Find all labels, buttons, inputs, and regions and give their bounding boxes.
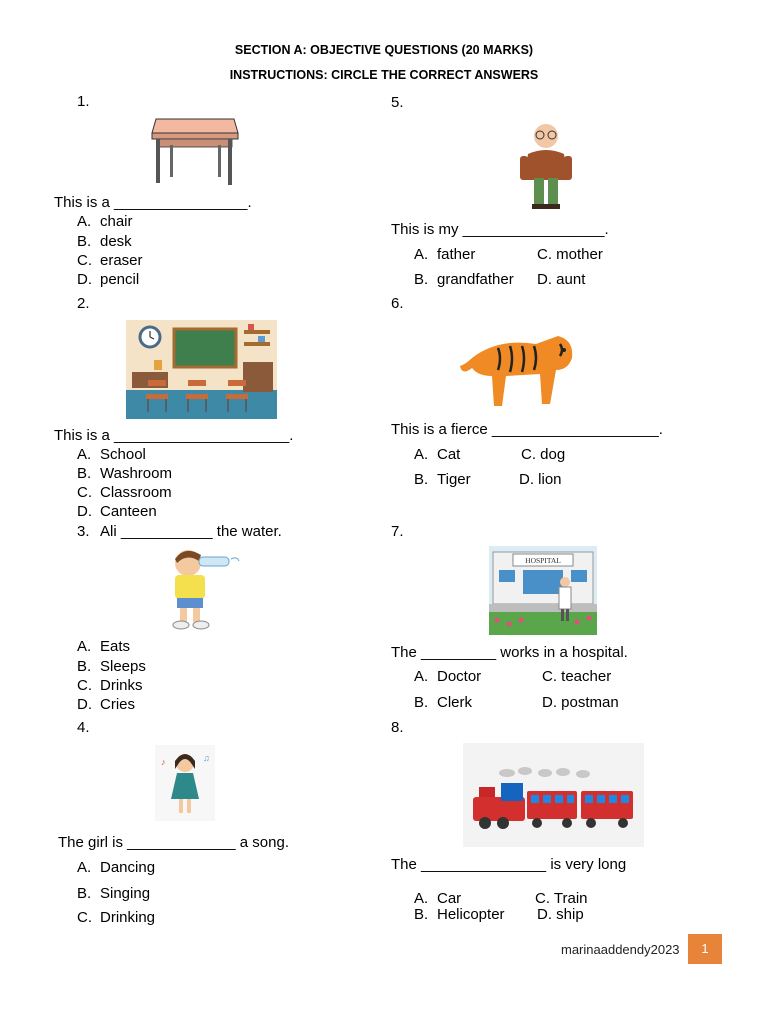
q3-option-b[interactable]: B. Sleeps bbox=[77, 658, 146, 675]
question-2-stem: This is a _____________________. bbox=[54, 427, 294, 444]
question-4-stem: The girl is _____________ a song. bbox=[58, 834, 290, 851]
svg-text:♪: ♪ bbox=[161, 757, 166, 767]
question-6-number: 6. bbox=[391, 295, 404, 312]
instructions: INSTRUCTIONS: CIRCLE THE CORRECT ANSWERS bbox=[229, 68, 539, 82]
q2-option-d[interactable]: D. Canteen bbox=[77, 503, 157, 520]
footer-author: marinaaddendy2023 bbox=[561, 942, 680, 957]
q5-option-a[interactable]: A. father bbox=[414, 246, 476, 263]
boy-drinking-image bbox=[155, 545, 253, 631]
hospital-sign: HOSPITAL bbox=[525, 556, 561, 565]
section-title: SECTION A: OBJECTIVE QUESTIONS (20 MARKS) bbox=[234, 43, 534, 57]
question-2-number: 2. bbox=[77, 295, 90, 312]
q7-option-a[interactable]: A. Doctor bbox=[414, 668, 482, 685]
q6-option-c[interactable]: C. dog bbox=[521, 446, 566, 463]
q2-option-b[interactable]: B. Washroom bbox=[77, 465, 172, 482]
q4-option-c[interactable]: C. Drinking bbox=[77, 909, 156, 926]
question-6-stem: This is a fierce ____________________. bbox=[391, 421, 663, 438]
question-8-number: 8. bbox=[391, 719, 404, 736]
q7-option-c[interactable]: C. teacher bbox=[542, 668, 612, 685]
q6-option-b[interactable]: B. Tiger bbox=[414, 471, 471, 488]
q3-option-c[interactable]: C. Drinks bbox=[77, 677, 143, 694]
hospital-image bbox=[489, 546, 597, 635]
svg-text:♫: ♫ bbox=[203, 753, 210, 763]
q1-option-b[interactable]: B. desk bbox=[77, 233, 132, 250]
train-image bbox=[463, 743, 644, 847]
q5-option-d[interactable]: D. aunt bbox=[537, 271, 586, 288]
q3-option-d[interactable]: D. Cries bbox=[77, 696, 136, 713]
q6-option-a[interactable]: A. Cat bbox=[414, 446, 461, 463]
question-8-stem: The _______________ is very long bbox=[391, 856, 627, 873]
question-4-number: 4. bbox=[77, 719, 90, 736]
q4-option-b[interactable]: B. Singing bbox=[77, 885, 151, 902]
girl-singing-image bbox=[155, 745, 215, 821]
classroom-image bbox=[126, 320, 277, 419]
q1-option-c[interactable]: C. eraser bbox=[77, 252, 143, 269]
grandfather-image bbox=[512, 120, 580, 212]
question-1-stem: This is a ________________. bbox=[54, 194, 252, 211]
question-7-stem: The _________ works in a hospital. bbox=[391, 644, 628, 661]
q7-option-b[interactable]: B. Clerk bbox=[414, 694, 473, 711]
q8-option-c[interactable]: C. Train bbox=[535, 890, 588, 907]
q5-option-c[interactable]: C. mother bbox=[537, 246, 603, 263]
q8-option-a[interactable]: A. Car bbox=[414, 890, 462, 907]
q3-option-a[interactable]: A. Eats bbox=[77, 638, 131, 655]
question-3-number: 3. bbox=[77, 523, 90, 540]
q8-option-b[interactable]: B. Helicopter bbox=[414, 906, 505, 923]
question-3-stem: Ali ___________ the water. bbox=[100, 523, 282, 540]
q2-option-a[interactable]: A. School bbox=[77, 446, 146, 463]
tiger-image bbox=[458, 318, 578, 414]
q8-option-d[interactable]: D. ship bbox=[537, 906, 584, 923]
q1-option-d[interactable]: D. pencil bbox=[77, 271, 140, 288]
q7-option-d[interactable]: D. postman bbox=[542, 694, 619, 711]
q2-option-c[interactable]: C. Classroom bbox=[77, 484, 172, 501]
q4-option-a[interactable]: A. Dancing bbox=[77, 859, 156, 876]
q6-option-d[interactable]: D. lion bbox=[519, 471, 562, 488]
question-7-number: 7. bbox=[391, 523, 404, 540]
page-number: 1 bbox=[688, 934, 722, 964]
q5-option-b[interactable]: B. grandfather bbox=[414, 271, 514, 288]
question-5-stem: This is my _________________. bbox=[391, 221, 609, 238]
q1-option-a[interactable]: A. chair bbox=[77, 213, 133, 230]
desk-image bbox=[148, 115, 240, 189]
question-5-number: 5. bbox=[391, 94, 404, 111]
question-1-number: 1. bbox=[77, 93, 90, 110]
